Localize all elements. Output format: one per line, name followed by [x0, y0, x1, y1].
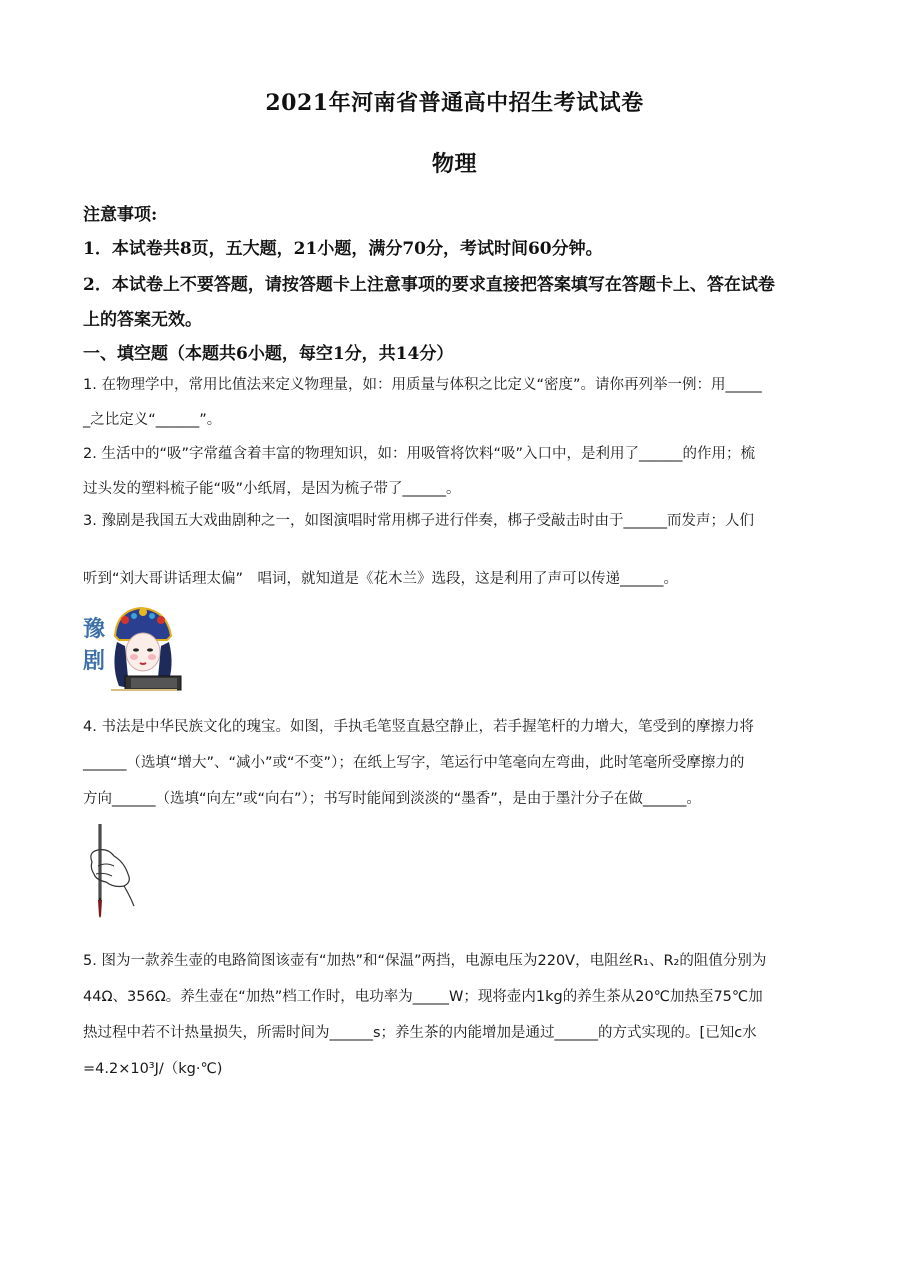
brush-figure [84, 822, 138, 920]
opera-performer-illustration [81, 606, 189, 692]
subject-title: 物理 [431, 151, 477, 177]
question-5-line-2: 44Ω、356Ω。养生壶在“加热”档工作时，电功率为_____W；现将壶内1kg的养生茶从20℃加热至75℃加 [83, 989, 763, 1005]
notice-item-2-line-1: 2．本试卷上不要答题，请按答题卡上注意事项的要求直接把答案填写在答题卡上、答在试卷 [83, 275, 775, 295]
question-4-line-3: 方向______（选填“向左”或“向右”）；书写时能闻到淡淡的“墨香”，是由于墨汁分子在做______。 [83, 791, 701, 807]
notice-item-1: 1．本试卷共8页，五大题，21小题，满分70分，考试时间60分钟。 [83, 239, 603, 259]
notice-heading: 注意事项: [83, 205, 158, 225]
question-2-line-1: 2. 生活中的“吸”字常蕴含着丰富的物理知识，如：用吸管将饮料“吸”入口中，是利用了______的作用；梳 [83, 446, 755, 462]
notice-item-2-line-2: 上的答案无效。 [83, 310, 202, 330]
question-2-line-2: 过头发的塑料梳子能“吸”小纸屑，是因为梳子带了______。 [83, 481, 461, 497]
section-1-heading: 一、填空题（本题共6小题，每空1分，共14分） [83, 344, 454, 364]
question-4-line-1: 4. 书法是中华民族文化的瑰宝。如图，手执毛笔竖直悬空静止，若手握笔杆的力增大，笔受到的摩擦力将 [83, 719, 754, 735]
question-5-line-3: 热过程中若不计热量损失，所需时间为______s；养生茶的内能增加是通过______的方式实现的。[已知c水 [83, 1025, 757, 1041]
question-1-line-1: 1. 在物理学中，常用比值法来定义物理量，如：用质量与体积之比定义“密度”。请你再列举一例：用_____ [83, 377, 762, 393]
exam-title: 2021年河南省普通高中招生考试试卷 [265, 90, 644, 116]
question-1-line-2: _之比定义“______”。 [83, 412, 222, 428]
question-5-line-4: =4.2×10³J/（kg·℃) [83, 1061, 223, 1077]
hand-holding-brush-illustration [84, 822, 138, 920]
opera-figure [81, 606, 189, 692]
question-3-line-2: 听到“刘大哥讲话理太偏” 唱词，就知道是《花木兰》选段，这是利用了声可以传递______。 [83, 571, 679, 587]
calligraphy-char-1: 豫 [83, 616, 106, 642]
question-3-line-1: 3. 豫剧是我国五大戏曲剧种之一，如图演唱时常用梆子进行伴奏，梆子受敲击时由于______而发声；人们 [83, 513, 754, 529]
calligraphy-char-2: 剧 [83, 648, 106, 674]
question-5-line-1: 5. 图为一款养生壶的电路简图该壶有“加热”和“保温”两挡，电源电压为220V，电阻丝R₁、R₂的阻值分别为 [83, 953, 767, 969]
question-4-line-2: ______（选填“增大”、“减小”或“不变”）；在纸上写字，笔运行中笔毫向左弯曲，此时笔毫所受摩擦力的 [83, 755, 745, 771]
